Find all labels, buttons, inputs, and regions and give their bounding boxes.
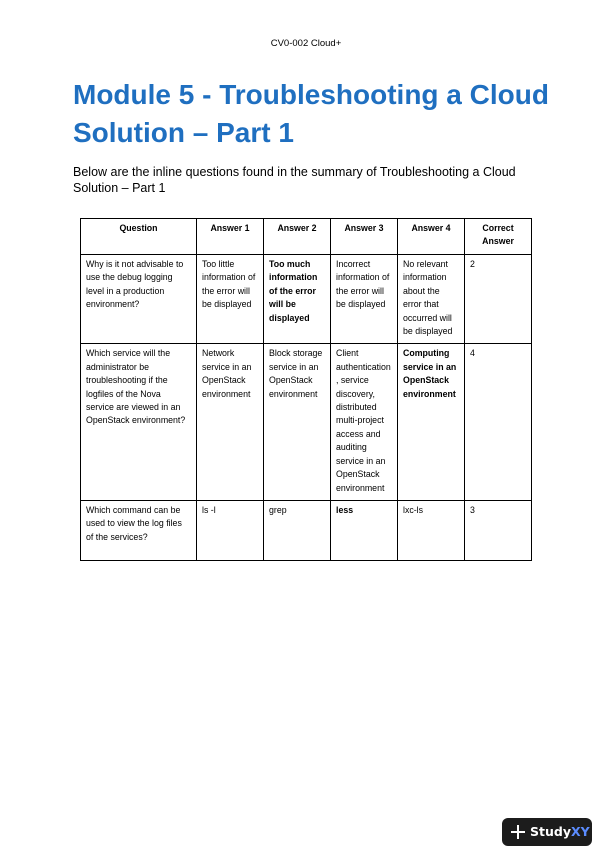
- question-cell: Which service will the administrator be troubleshooting if the logfiles of the Nova service are viewed in an OpenStack environment?: [81, 344, 197, 500]
- brand-name: [530, 818, 590, 846]
- column-header: Answer 3: [331, 219, 398, 255]
- table-row: [81, 255, 532, 344]
- correct-answer-cell: Computing service in an OpenStack environment: [398, 344, 465, 500]
- answer-cell: ls -l: [197, 500, 264, 560]
- correct-number-cell: 3: [465, 500, 532, 560]
- answer-cell: Block storage service in an OpenStack environment: [264, 344, 331, 500]
- page-header: CV0-002 Cloud+: [270, 38, 342, 49]
- correct-answer-cell: Too much information of the error will be displayed: [264, 255, 331, 344]
- answer-cell: Network service in an OpenStack environment: [197, 344, 264, 500]
- plus-icon: [511, 825, 525, 839]
- table-row: [81, 500, 532, 560]
- question-cell: Which command can be used to view the log files of the services?: [81, 500, 197, 560]
- column-header: Correct Answer: [465, 219, 532, 255]
- column-header: Question: [81, 219, 197, 255]
- column-header: Answer 4: [398, 219, 465, 255]
- answer-cell: Too little information of the error will be displayed: [197, 255, 264, 344]
- correct-number-cell: 2: [465, 255, 532, 344]
- answer-cell: Incorrect information of the error will be displayed: [331, 255, 398, 344]
- answer-cell: Client authentication, service discovery, distributed multi-project access and auditing service in an OpenStack environment: [331, 344, 398, 500]
- correct-answer-cell: less: [331, 500, 398, 560]
- table-row: [81, 344, 532, 500]
- table-header-row: [81, 219, 532, 255]
- answer-cell: No relevant information about the error that occurred will be displayed: [398, 255, 465, 344]
- column-header: Answer 2: [264, 219, 331, 255]
- intro-paragraph: Below are the inline questions found in the summary of Troubleshooting a Cloud Solution – Part 1: [73, 165, 516, 195]
- answer-cell: lxc-ls: [398, 500, 465, 560]
- correct-number-cell: 4: [465, 344, 532, 500]
- brand-prefix: Study: [530, 824, 571, 839]
- document-title: Module 5 - Troubleshooting a Cloud Solution – Part 1: [73, 79, 549, 148]
- studyxy-badge[interactable]: [502, 818, 592, 846]
- column-header: Answer 1: [197, 219, 264, 255]
- questions-table: [80, 218, 532, 561]
- question-cell: Why is it not advisable to use the debug logging level in a production environment?: [81, 255, 197, 344]
- brand-suffix: XY: [570, 824, 590, 839]
- answer-cell: grep: [264, 500, 331, 560]
